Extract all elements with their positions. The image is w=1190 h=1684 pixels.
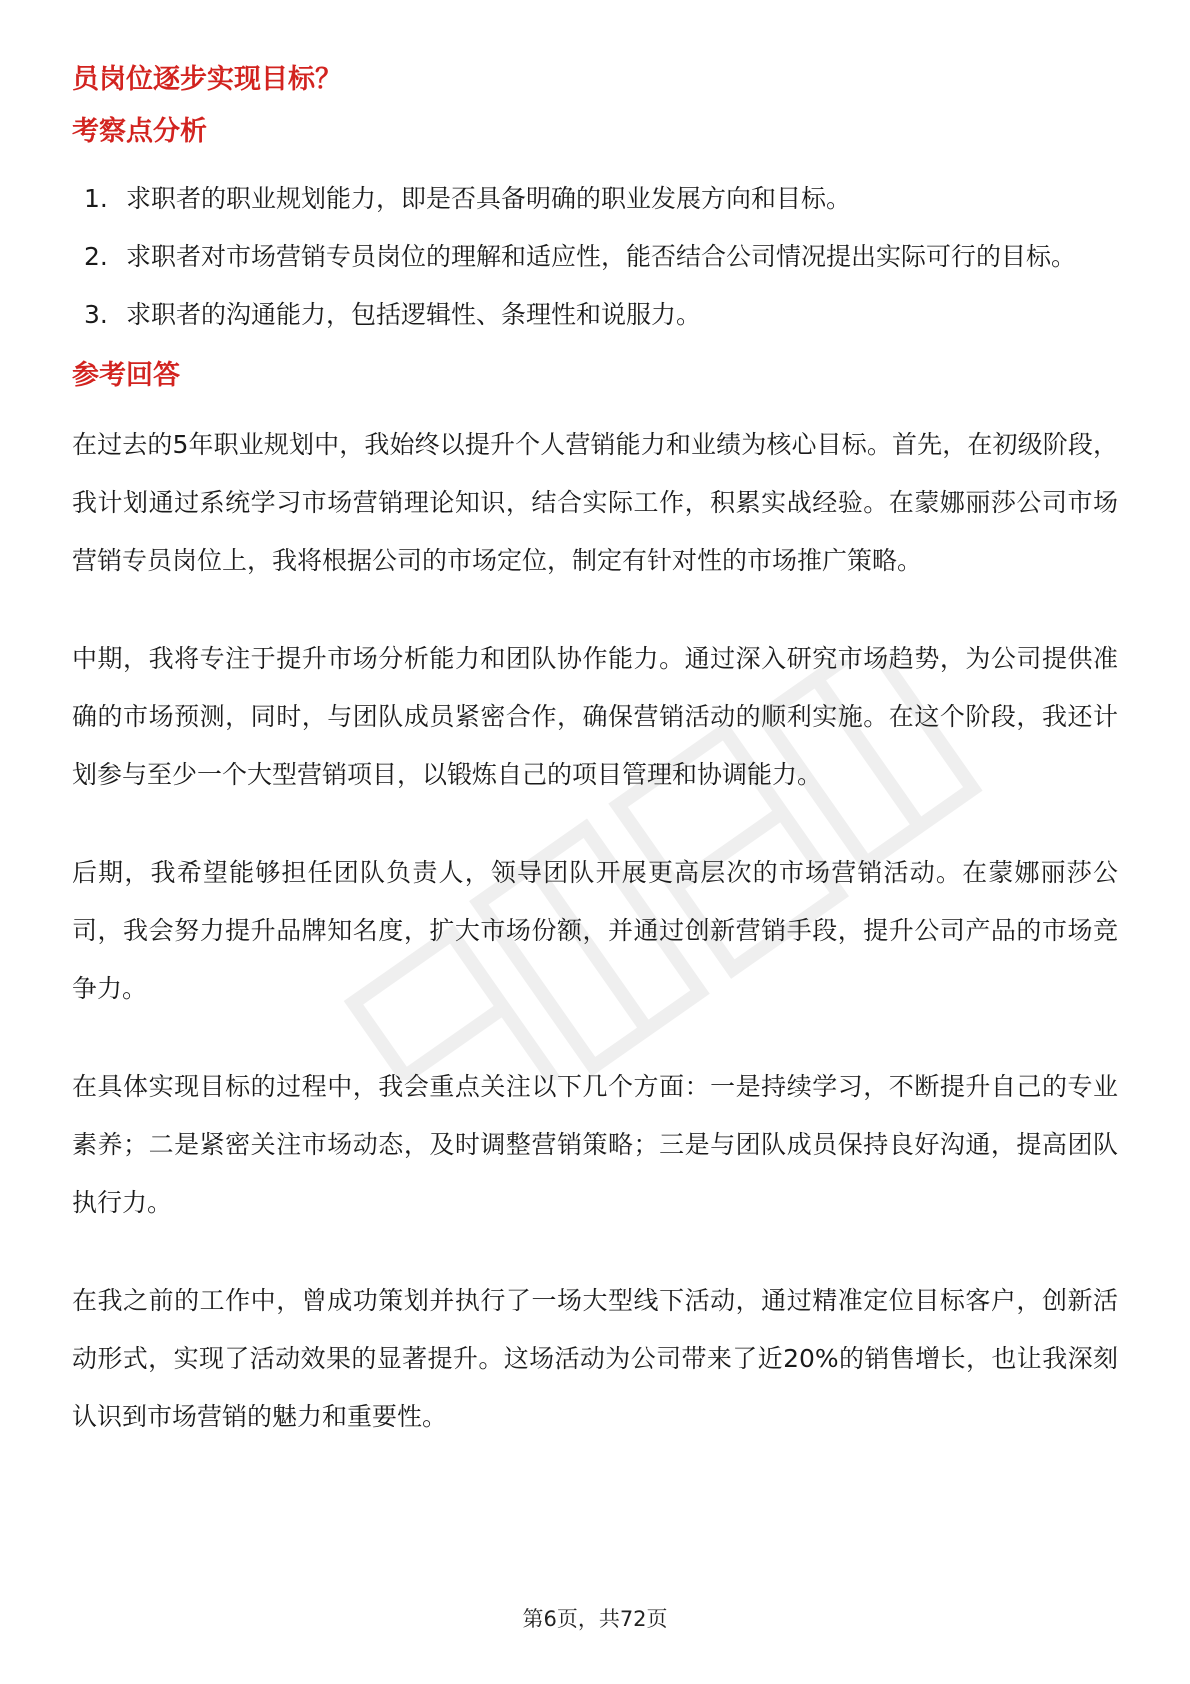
list-item (72, 170, 1118, 228)
analysis-list (72, 170, 1118, 344)
list-item-text: 求职者的沟通能力，包括逻辑性、条理性和说服力。 (126, 300, 702, 329)
answer-paragraph: 在过去的5年职业规划中，我始终以提升个人营销能力和业绩为核心目标。首先，在初级阶段，我计划通过系统学习市场营销理论知识，结合实际工作，积累实战经验。在蒙娜丽莎公司市场营销专员岗位上，我将根据公司的市场定位，制定有针对性的市场推广策略。 (72, 430, 1118, 575)
page-number-footer: 第6页，共72页 (522, 1607, 668, 1631)
answer-paragraph: 后期，我希望能够担任团队负责人，领导团队开展更高层次的市场营销活动。在蒙娜丽莎公司，我会努力提升品牌知名度，扩大市场份额，并通过创新营销手段，提升公司产品的市场竞争力。 (72, 858, 1118, 1003)
list-item-number: 3. (84, 300, 108, 329)
list-item-text: 求职者的职业规划能力，即是否具备明确的职业发展方向和目标。 (126, 184, 852, 213)
answer-paragraph: 在我之前的工作中，曾成功策划并执行了一场大型线下活动，通过精准定位目标客户，创新活动形式，实现了活动效果的显著提升。这场活动为公司带来了近20%的销售增长，也让我深刻认识到市场营销的魅力和重要性。 (72, 1286, 1118, 1431)
list-item-text: 求职者对市场营销专员岗位的理解和适应性，能否结合公司情况提出实际可行的目标。 (126, 242, 1077, 271)
answer-paragraph: 中期，我将专注于提升市场分析能力和团队协作能力。通过深入研究市场趋势，为公司提供准确的市场预测，同时，与团队成员紧密合作，确保营销活动的顺利实施。在这个阶段，我还计划参与至少一个大型营销项目，以锻炼自己的项目管理和协调能力。 (72, 644, 1118, 789)
analysis-heading: 考察点分析 (72, 116, 207, 147)
answer-heading: 参考回答 (72, 360, 180, 391)
page-content (72, 54, 1118, 1446)
answer-paragraph: 在具体实现目标的过程中，我会重点关注以下几个方面：一是持续学习，不断提升自己的专业素养；二是紧密关注市场动态，及时调整营销策略；三是与团队成员保持良好沟通，提高团队执行力。 (72, 1072, 1118, 1217)
list-item-number: 2. (84, 242, 108, 271)
list-item-number: 1. (84, 184, 108, 213)
list-item (72, 286, 1118, 344)
list-item (72, 228, 1118, 286)
question-heading-continued: 员岗位逐步实现目标？ (72, 64, 342, 95)
